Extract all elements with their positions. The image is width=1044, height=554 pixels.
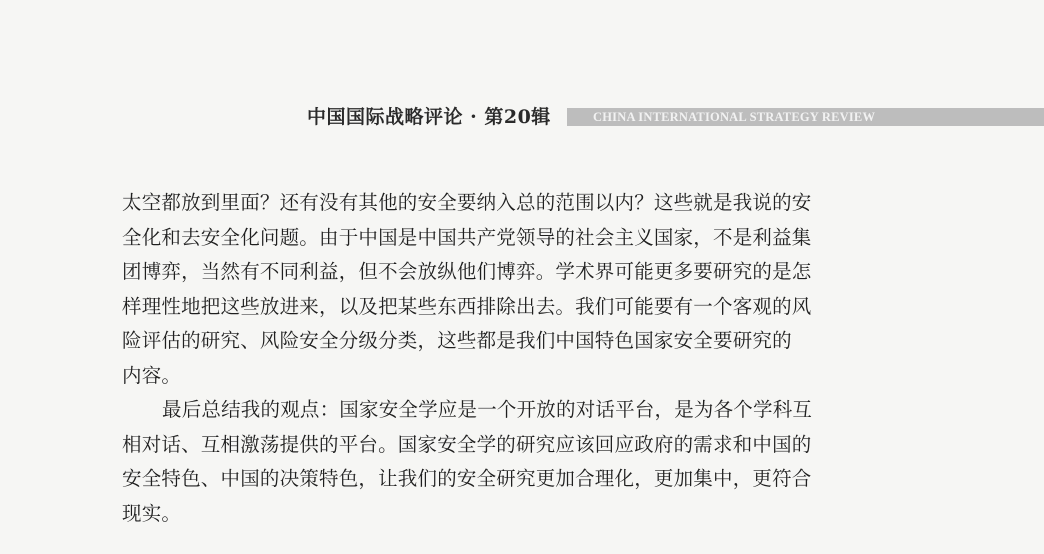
- text-line: 相对话、互相激荡提供的平台。国家安全学的研究应该回应政府的需求和中国的: [122, 432, 812, 456]
- text-line: 内容。: [122, 363, 182, 387]
- text-line: 团博弈，当然有不同利益，但不会放纵他们博弈。学术界可能更多要研究的是怎: [122, 260, 812, 283]
- text-line: 现实。: [122, 501, 182, 525]
- text-line: 样理性地把这些放进来，以及把某些东西排除出去。我们可能要有一个客观的风: [122, 294, 812, 318]
- text-line: 险评估的研究、风险安全分级分类，这些都是我们中国特色国家安全要研究的: [122, 329, 792, 352]
- running-header: [0, 104, 1044, 130]
- text-line: 太空都放到里面？还有没有其他的安全要纳入总的范围以内？这些就是我说的安: [122, 191, 812, 214]
- header-band: [567, 108, 1044, 126]
- paragraph-start-line: 最后总结我的观点：国家安全学应是一个开放的对话平台，是为各个学科互: [162, 398, 813, 421]
- journal-english-title: CHINA INTERNATIONAL STRATEGY REVIEW: [593, 110, 876, 124]
- text-line: 安全特色、中国的决策特色，让我们的安全研究更加合理化，更加集中，更符合: [122, 467, 812, 490]
- text-line: 全化和去安全化问题。由于中国是中国共产党领导的社会主义国家，不是利益集: [122, 225, 812, 249]
- journal-title: 中国国际战略评论 · 第20辑: [307, 106, 551, 128]
- body-text: [122, 186, 942, 531]
